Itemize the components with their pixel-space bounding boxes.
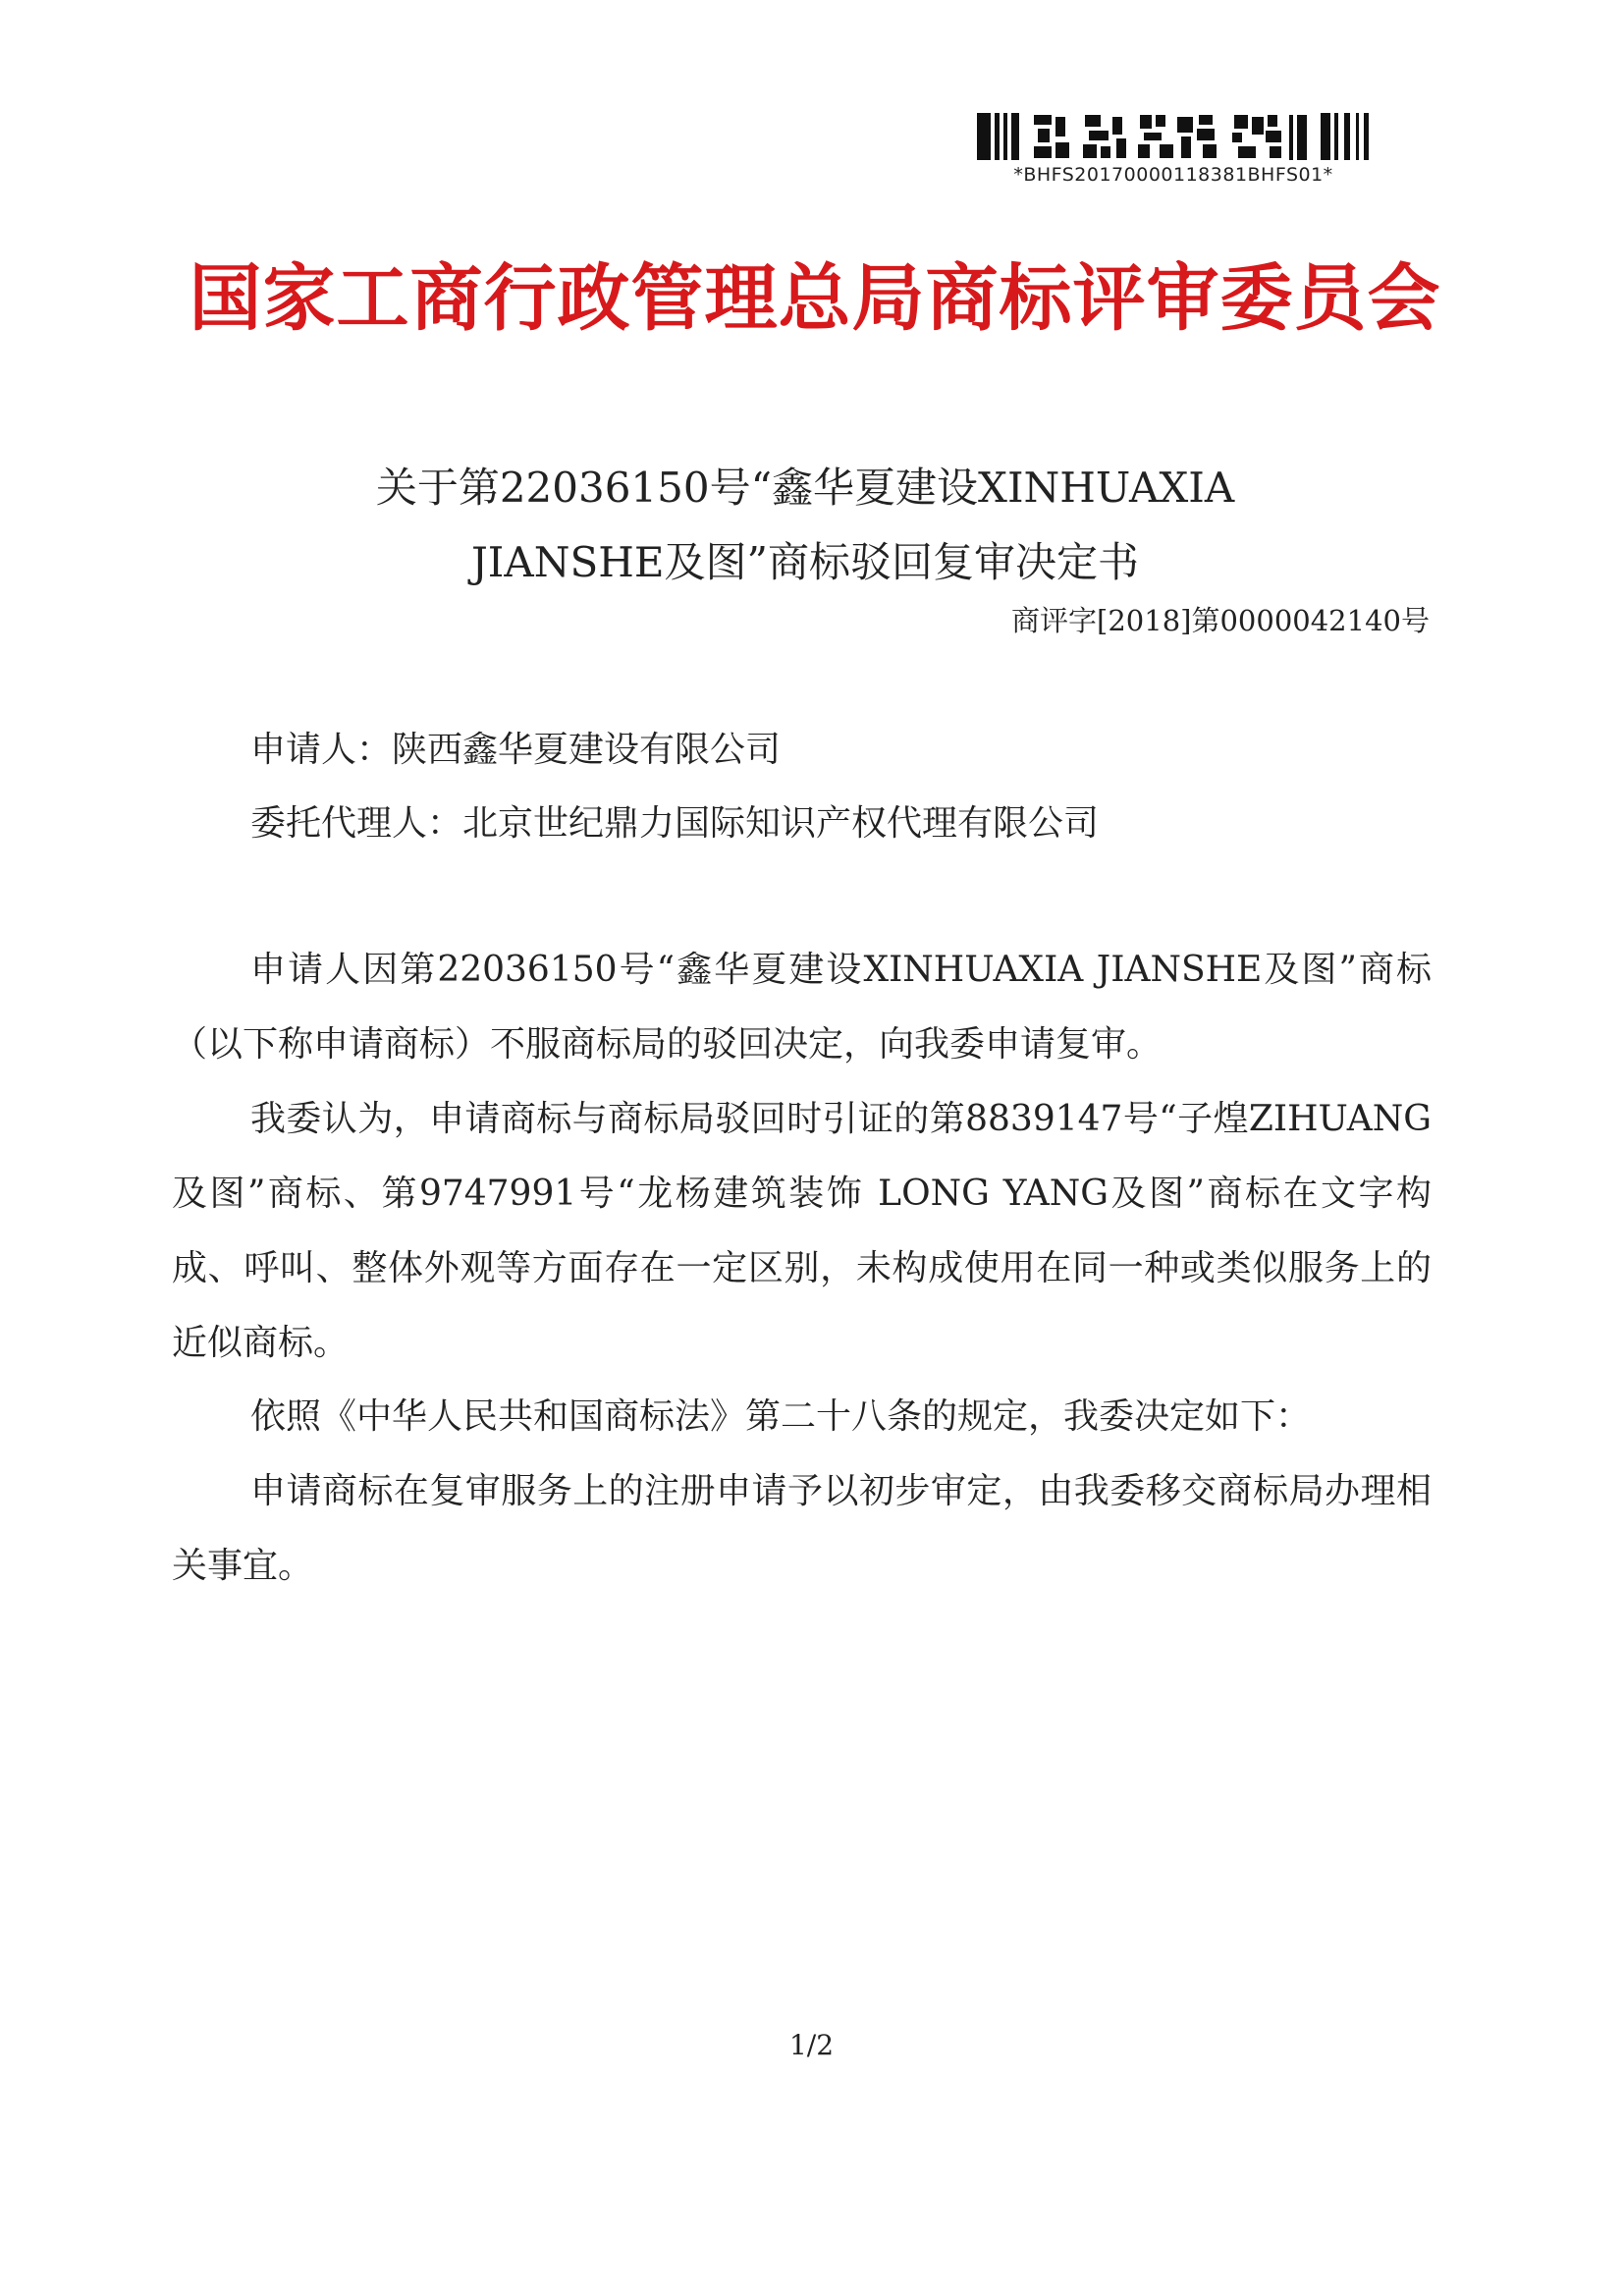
body-paragraph: 申请商标在复审服务上的注册申请予以初步审定，由我委移交商标局办理相关事宜。 — [172, 1471, 1432, 1586]
barcode-graphic — [977, 113, 1370, 160]
issuing-authority-title: 国家工商行政管理总局商标评审委员会 — [189, 256, 1441, 341]
page-number: 1/2 — [788, 2029, 835, 2061]
reference-number: 商评字[2018]第0000042140号 — [1011, 604, 1430, 637]
agent-line: 委托代理人：北京世纪鼎力国际知识产权代理有限公司 — [250, 803, 1100, 844]
applicant-line: 申请人：陕西鑫华夏建设有限公司 — [250, 730, 782, 770]
body-paragraph: 依照《中华人民共和国商标法》第二十八条的规定，我委决定如下： — [250, 1396, 1312, 1437]
document-title-line-1: 关于第22036150号“鑫华夏建设XINHUAXIA — [375, 464, 1235, 512]
body-paragraph: 我委认为，申请商标与商标局驳回时引证的第8839147号“子煌ZIHUANG及图”商标、第9747991号“龙杨建筑装饰 LONG YANG及图”商标在文字构成、呼叫、整体外观等方面存在一定区别，未构成使用在同一种或类似服务上的近似商标。 — [172, 1099, 1432, 1363]
barcode — [967, 113, 1380, 190]
body-paragraph: 申请人因第22036150号“鑫华夏建设XINHUAXIA JIANSHE及图”商标（以下称申请商标）不服商标局的驳回决定，向我委申请复审。 — [172, 950, 1432, 1065]
document-title-line-2: JIANSHE及图”商标驳回复审决定书 — [470, 538, 1140, 586]
barcode-number: *BHFS20170000118381BHFS01* — [1013, 164, 1333, 186]
